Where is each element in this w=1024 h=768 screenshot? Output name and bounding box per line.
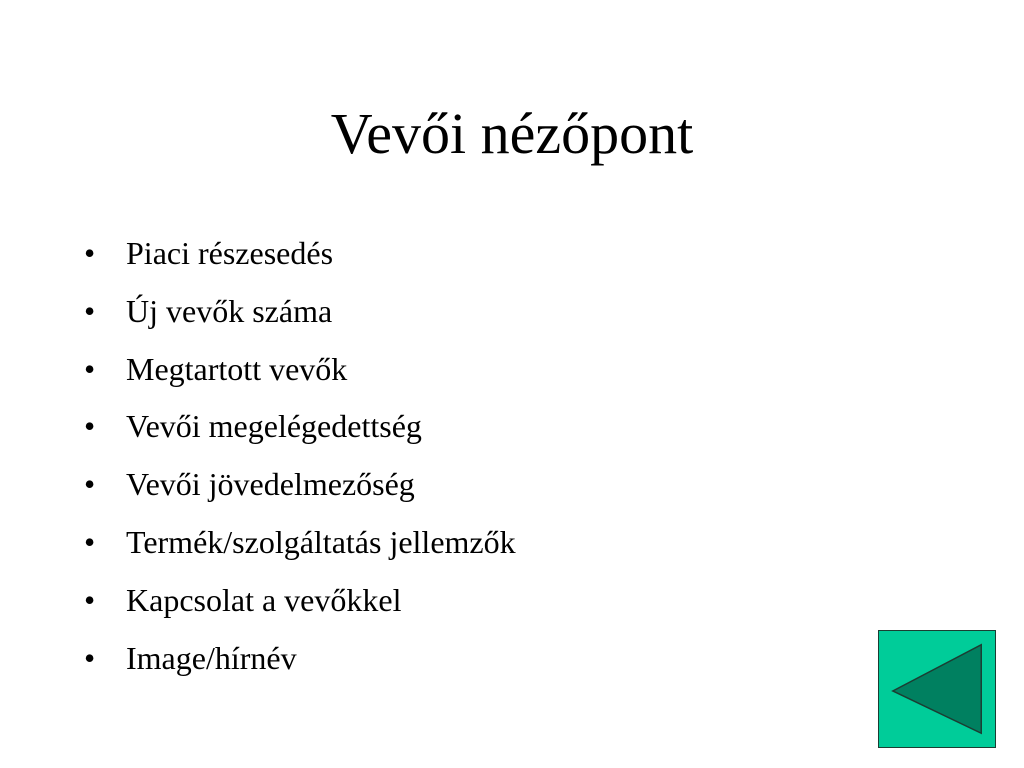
bullet-text: Megtartott vevők bbox=[126, 350, 348, 387]
bullet-dot: • bbox=[84, 292, 96, 329]
bullet-dot: • bbox=[84, 581, 96, 618]
bullet-dot: • bbox=[84, 639, 96, 676]
bullet-dot: • bbox=[84, 466, 96, 503]
bullet-text: Termék/szolgáltatás jellemzők bbox=[126, 523, 516, 560]
bullet-text: Vevői megelégedettség bbox=[126, 408, 422, 445]
triangle-left-icon bbox=[879, 631, 995, 747]
bullet-dot: • bbox=[84, 523, 96, 560]
bullet-text: Kapcsolat a vevőkkel bbox=[126, 581, 402, 618]
bullet-text: Image/hírnév bbox=[126, 639, 297, 676]
bullet-text: Új vevők száma bbox=[126, 292, 333, 329]
slide-title: Vevői nézőpont bbox=[330, 101, 694, 166]
bullet-dot: • bbox=[84, 235, 96, 271]
bullet-text: Piaci részesedés bbox=[126, 235, 334, 271]
back-button[interactable] bbox=[878, 630, 996, 748]
bullet-text: Vevői jövedelmezőség bbox=[126, 466, 415, 503]
bullet-dot: • bbox=[84, 408, 96, 445]
bullet-dot: • bbox=[84, 350, 96, 387]
